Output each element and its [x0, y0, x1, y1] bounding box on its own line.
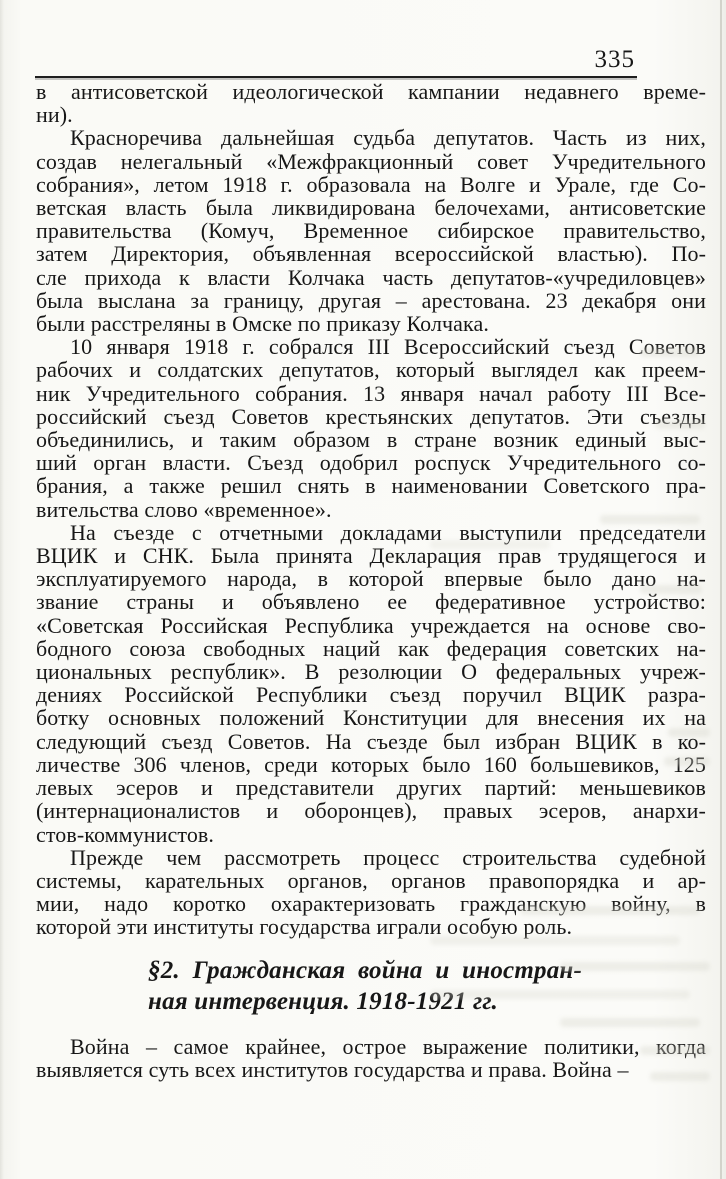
text-line: правительства (Комуч, Временное сибирское правительство,: [36, 218, 706, 244]
bleed-through-artifact: [520, 906, 700, 915]
text-line: в антисоветской идеологической кампании недавнего време-: [36, 79, 706, 104]
text-line: собрания», летом 1918 г. образовала на Волге и Урале, где Со-: [36, 171, 706, 197]
body-paragraph: [36, 335, 706, 521]
text-line: (интернационалистов и оборонцев), правых эсеров, анархи-: [36, 798, 706, 824]
text-line: создав нелегальный «Межфракционный совет Учредительного: [36, 148, 706, 174]
section-heading: [148, 955, 582, 1017]
text-line: ботку основных положений Конституции для внесения их на: [36, 705, 706, 731]
bleed-through-artifact: [600, 515, 700, 524]
text-line: объединились, и таким образом в стране возник единый выс-: [36, 427, 706, 453]
text-line: сле прихода к власти Колчака часть депутатов-«учредиловцев»: [36, 264, 706, 290]
text-line: бодного союза свободных наций как федерация советских на-: [36, 635, 706, 661]
bleed-through-artifact: [560, 962, 710, 971]
text-line: Война – самое крайнее, острое выражение политики, когда: [70, 1033, 706, 1059]
text-line: дениях Российской Республики съезд поручил ВЦИК разра-: [36, 682, 706, 708]
text-line: На съезде с отчетными докладами выступили председатели: [70, 519, 706, 545]
text-line: личестве 306 членов, среди которых было 160 большевиков, 125: [36, 751, 706, 777]
text-line: были расстреляны в Омске по приказу Колчака.: [36, 311, 489, 337]
bleed-through-artifact: [650, 1072, 710, 1081]
text-line: российский съезд Советов крестьянских депутатов. Эти съезды: [36, 403, 706, 429]
body-text: [36, 80, 706, 1081]
text-line: ни).: [36, 102, 73, 128]
heading-line: §2. Гражданская война и иностран-: [148, 956, 582, 984]
body-paragraph: [36, 521, 706, 846]
text-line: циональных республик». В резолюции О федеральных учреж-: [36, 659, 706, 685]
text-line: «Советская Российская Республика учреждается на основе сво-: [36, 612, 706, 638]
text-line: затем Директория, объявленная всероссийской властью). По-: [36, 241, 706, 267]
bleed-through-artifact: [664, 757, 710, 766]
text-line: Красноречива дальнейшая судьба депутатов. Часть из них,: [70, 125, 706, 151]
text-line: выявляется суть всех институтов государства и права. Война –: [36, 1056, 629, 1082]
body-paragraph: [36, 80, 706, 126]
text-line: следующий съезд Советов. На съезде был избран ВЦИК в ко-: [36, 728, 706, 754]
text-line: мии, надо коротко охарактеризовать гражданскую войну, в: [36, 891, 706, 917]
text-line: стов-коммунистов.: [36, 821, 215, 847]
text-line: вительства слово «временное».: [36, 496, 332, 522]
text-line: которой эти институты государства играли особую роль.: [36, 914, 573, 940]
page-edge-left: [0, 0, 4, 1179]
bleed-through-artifact: [430, 990, 690, 999]
text-line: ВЦИК и СНК. Была принята Декларация прав трудящегося и: [36, 543, 706, 569]
header-rule: [35, 76, 637, 78]
body-paragraph: [36, 1035, 706, 1081]
text-line: левых эсеров и представители других партий: меньшевиков: [36, 775, 706, 801]
body-paragraph: [36, 846, 706, 939]
heading-line: ная интервенция. 1918-1921 гг.: [148, 987, 498, 1015]
text-line: была выслана за границу, другая – арестована. 23 декабря они: [36, 287, 706, 313]
bleed-through-artifact: [668, 728, 710, 737]
text-line: системы, карательных органов, органов правопорядка и ар-: [36, 867, 706, 893]
text-line: ший орган власти. Съезд одобрил роспуск Учредительного со-: [36, 450, 706, 476]
text-line: брания, а также решил снять в наименовании Советского пра-: [36, 473, 706, 499]
text-line: ник Учредительного собрания. 13 января начал работу III Все-: [36, 380, 706, 406]
page-number: 335: [594, 46, 635, 73]
bleed-through-artifact: [430, 540, 550, 549]
text-line: 10 января 1918 г. собрался III Всероссийский съезд Советов: [70, 334, 706, 360]
bleed-through-artifact: [655, 420, 705, 429]
page-edge-right: [720, 0, 722, 1179]
bleed-through-artifact: [640, 1046, 710, 1055]
bleed-through-artifact: [640, 585, 702, 594]
body-paragraph: [36, 126, 706, 335]
text-line: звание страны и объявлено ее федеративное устройство:: [36, 589, 706, 615]
bleed-through-artifact: [430, 936, 680, 945]
text-line: ветская власть была ликвидирована белочехами, антисоветские: [36, 195, 706, 221]
text-line: рабочих и солдатских депутатов, который выглядел как преем-: [36, 357, 706, 383]
text-line: эксплуатируемого народа, в которой впервые было дано на-: [36, 566, 706, 592]
bleed-through-artifact: [640, 348, 700, 357]
bleed-through-artifact: [560, 1018, 700, 1027]
text-line: Прежде чем рассмотреть процесс строительства судебной: [70, 844, 706, 870]
